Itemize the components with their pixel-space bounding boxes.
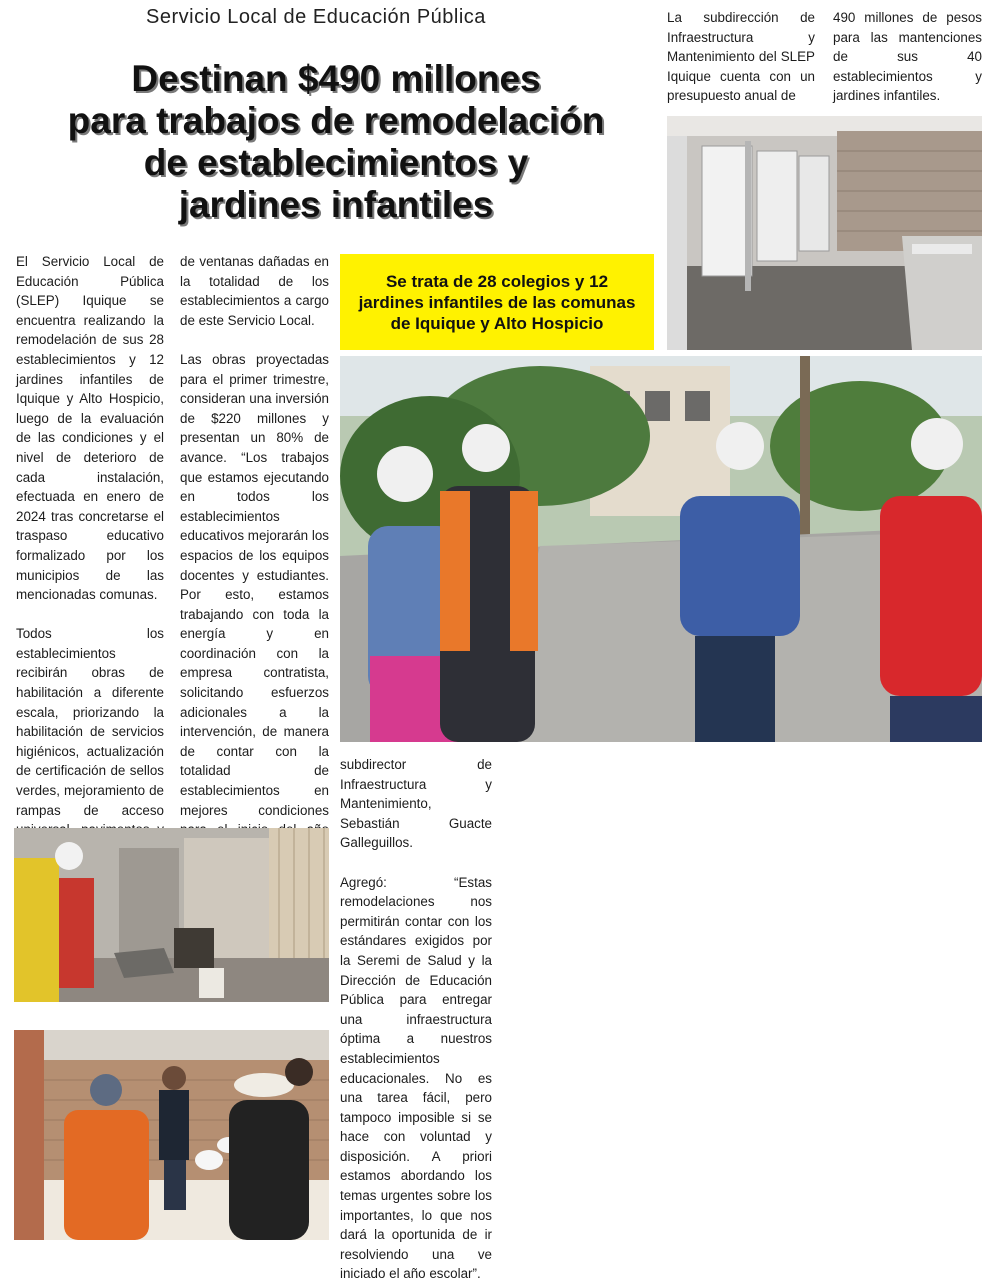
inspection-photo — [340, 356, 982, 742]
paragraph: subdirector de Infraestructura y Mantenimiento, Sebastián Guacte Galleguillos. — [340, 757, 492, 851]
article-column-2 — [180, 252, 329, 859]
paragraph: El Servicio Local de Educación Pública (SLEP) Iquique se encuentra realizando la remodelación de sus 28 establecimientos y 12 jardines infantiles de Iquique y Alto Hospicio, luego de la evaluación de las condiciones y el nivel de deterioro de cada instalación, efectuada en enero de 2024 tras concretarse el traspaso educativo formalizado por los municipios de las mencionadas comunas. — [16, 254, 164, 603]
paragraph: Agregó: “Estas remodelaciones nos permitirán contar con los estándares exigidos por la Seremi de Salud y la Dirección de Educación Pública para entregar una infraestructura óptima a nuestros establecimientos educacionales. No es una tarea fácil, pero tampoco imposible si se hace con voluntad y disposición. A priori estamos abordando los temas urgentes sobre los importantes, lo que nos dará la oportunida de ir resolviendo una ve iniciado el año escolar”. — [340, 874, 492, 1282]
headline — [20, 58, 652, 226]
paragraph: Las obras proyectadas para el primer trimestre, consideran una inversión de $220 millones y presentan un 80% de avance. “Los trabajos que estamos ejecutando en todos los establecimientos educativos mejorarán los espacios de los equipos docentes y estudiantes. Por esto, estamos trabajando con toda la energía y en coordinación con la empresa contratista, solicitando esfuerzos adicionales a la intervención, de manera de contar con la totalidad de establecimientos en mejores condiciones — [180, 351, 329, 818]
headline-line: de establecimientos y — [143, 142, 529, 183]
paragraph: Todos los establecimientos recibirán obras de habilitación a diferente escala, priorizando la habilitación de servicios higiénicos, actualización de certificación de sellos verdes, mejoramiento de rampas de acceso — [16, 626, 164, 818]
section-label: Servicio Local de Educación Pública — [146, 6, 486, 28]
highlight-box: Se trata de 28 colegios y 12 jardines infantiles de las comunas de Iquique y Alto Hospicio — [340, 254, 654, 350]
sidebar-text-right: 490 millones de pesos para las mantenciones de sus 40 establecimientos y jardines infantiles. — [833, 10, 982, 104]
sidebar-text-left: La subdirección de Infraestructura y Mantenimiento del SLEP Iquique cuenta con un presupuesto anual de — [667, 10, 815, 104]
construction-photo — [14, 828, 329, 1002]
headline-line: jardines infantiles — [178, 184, 494, 225]
article-column-1 — [16, 252, 164, 859]
paragraph: de ventanas dañadas en la totalidad de los establecimientos a cargo de este Servicio Local. — [180, 254, 329, 328]
headline-line: Destinan $490 millones — [131, 58, 541, 99]
headline-line: para trabajos de remodelación — [67, 100, 605, 141]
bathroom-visit-photo — [14, 1030, 329, 1240]
restroom-photo — [667, 116, 982, 350]
article-column-3 — [340, 755, 492, 1284]
